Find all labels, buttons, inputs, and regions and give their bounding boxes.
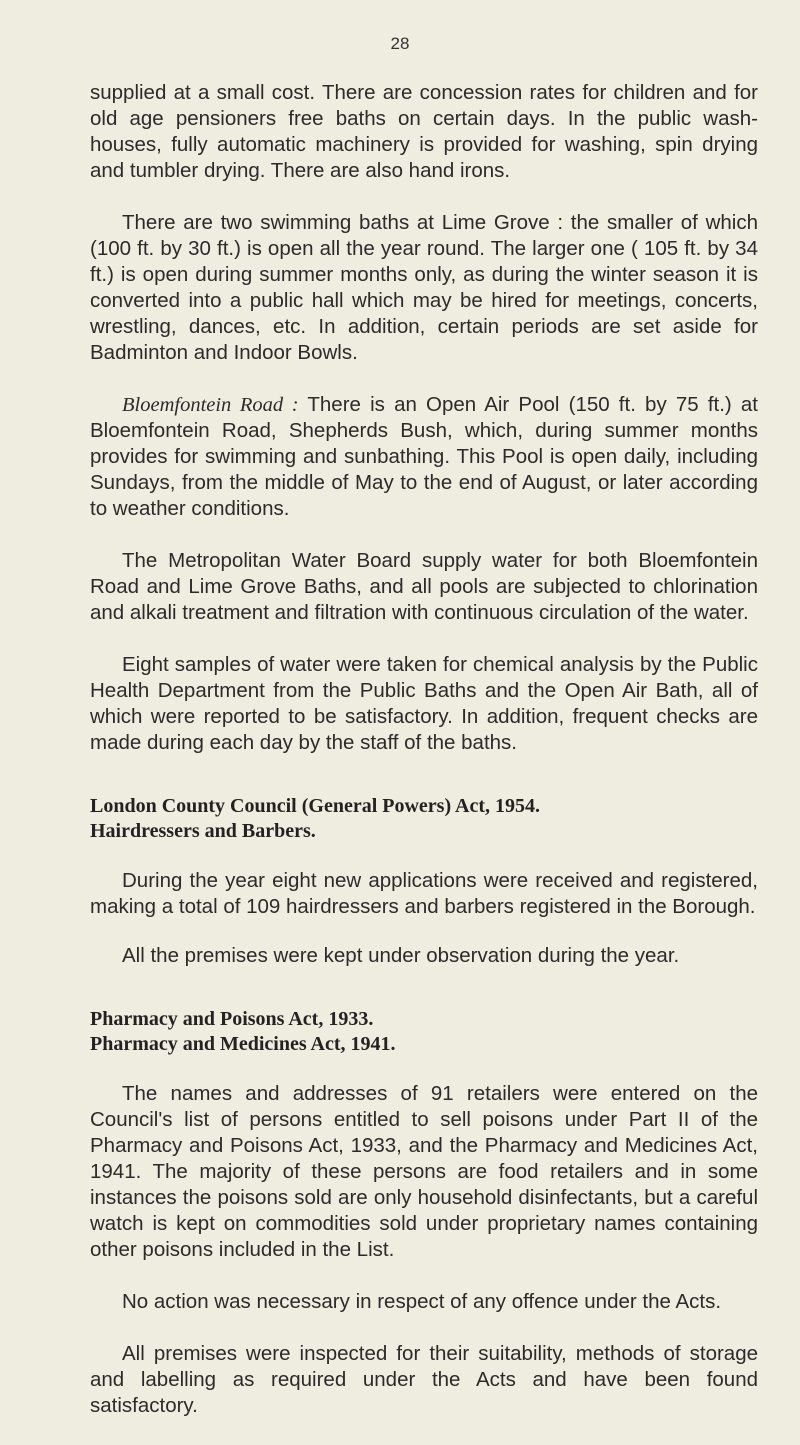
paragraph-lime-grove: There are two swimming baths at Lime Grove : the smaller of which (100 ft. by 30 ft.) is open all the year round. The larger one ( 105 ft. by 34 ft.) is open during summer months only, as during the winter season it is converted into a public hall which may be hired for meetings, concerts, wrestling, dances, etc. In addition, certain periods are set aside for Badminton and Indoor Bowls.	[90, 211, 758, 364]
paragraph-baths-costs: supplied at a small cost. There are concession rates for children and for old age pensioners free baths on certain days. In the public wash-houses, fully automatic machinery is provided for washing, spin drying and tumbler drying. There are also hand irons.	[90, 81, 758, 182]
paragraph-water-board: The Metropolitan Water Board supply water for both Bloemfontein Road and Lime Grove Baths, and all pools are subjected to chlorination and alkali treatment and filtration with continuous circulation of the water.	[90, 549, 758, 624]
heading-pharmacy	[90, 1007, 758, 1057]
heading-lcc-act: London County Council (General Powers) Act, 1954.	[90, 795, 540, 817]
bloemfontein-lead: Bloemfontein Road :	[122, 394, 299, 416]
page-content	[90, 80, 758, 1445]
page-number: 28	[390, 34, 410, 53]
paragraph-premises-observation: All the premises were kept under observation during the year.	[122, 944, 680, 967]
heading-pharmacy-medicines-act: Pharmacy and Medicines Act, 1941.	[90, 1033, 396, 1055]
heading-hairdressers	[90, 794, 758, 844]
paragraph-premises-inspected: All premises were inspected for their suitability, methods of storage and labelling as required under the Acts and have been found satisfactory.	[90, 1342, 758, 1417]
bloemfontein-text: There is an Open Air Pool (150 ft. by 75 ft.) at Bloemfontein Road, Shepherds Bush, which, during summer months provides for swimming and sunbathing. This Pool is open daily, including Sundays, from the middle of May to the end of August, or later according to weather conditions.	[90, 393, 758, 520]
heading-pharmacy-poisons-act: Pharmacy and Poisons Act, 1933.	[90, 1008, 374, 1030]
paragraph-retailers: The names and addresses of 91 retailers were entered on the Council's list of persons entitled to sell poisons under Part II of the Pharmacy and Poisons Act, 1933, and the Pharmacy and Medicines Act, 1941. The majority of these persons are food retailers and in some instances the poisons sold are only household disinfectants, but a careful watch is kept on commodities sold under proprietary names containing other poisons included in the List.	[90, 1082, 758, 1261]
paragraph-water-samples: Eight samples of water were taken for chemical analysis by the Public Health Department from the Public Baths and the Open Air Bath, all of which were reported to be satisfactory. In addition, frequent checks are made during each day by the staff of the baths.	[90, 653, 758, 754]
heading-hairdressers-barbers: Hairdressers and Barbers.	[90, 820, 316, 842]
paragraph-bloemfontein	[90, 392, 758, 522]
paragraph-no-action: No action was necessary in respect of any offence under the Acts.	[122, 1290, 722, 1313]
paragraph-hairdressers-registered: During the year eight new applications were received and registered, making a total of 109 hairdressers and barbers registered in the Borough.	[90, 869, 758, 918]
